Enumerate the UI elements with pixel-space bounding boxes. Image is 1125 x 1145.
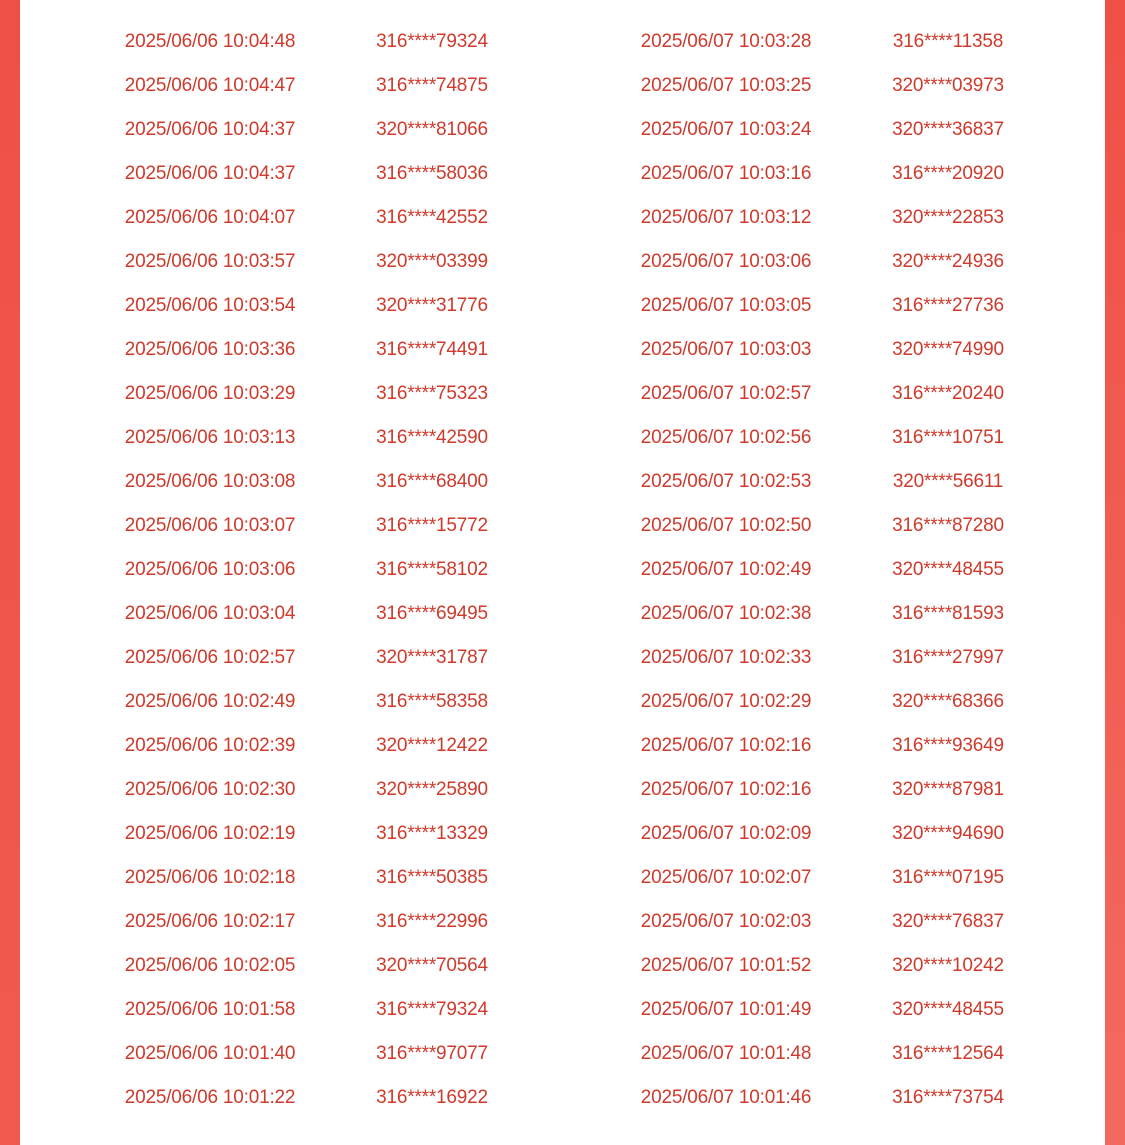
record-time-right: 2025/06/07 10:02:50: [640, 515, 812, 536]
record-id-right: 316****81593: [892, 603, 1004, 624]
record-time-left: 2025/06/06 10:01:40: [124, 1043, 296, 1064]
record-time-right: 2025/06/07 10:01:52: [640, 955, 812, 976]
record-id-left: 316****22996: [376, 911, 488, 932]
record-id-right: 316****87280: [892, 515, 1004, 536]
record-id-left: 316****68400: [376, 471, 488, 492]
record-id-left: 316****13329: [376, 823, 488, 844]
record-time-left: 2025/06/06 10:01:22: [124, 1087, 296, 1108]
record-id-left: 320****70564: [376, 955, 488, 976]
record-time-right: 2025/06/07 10:02:56: [640, 427, 812, 448]
record-row: [20, 1032, 1105, 1076]
record-time-left: 2025/06/06 10:04:48: [124, 31, 296, 52]
record-id-right: 316****07195: [892, 867, 1004, 888]
record-time-left: 2025/06/06 10:02:05: [124, 955, 296, 976]
record-time-left: 2025/06/06 10:04:47: [124, 75, 296, 96]
record-id-left: 320****31787: [376, 647, 488, 668]
record-time-right: 2025/06/07 10:02:53: [640, 471, 812, 492]
record-id-right: 320****48455: [892, 999, 1004, 1020]
record-id-right: 316****11358: [892, 31, 1004, 52]
records-panel: [20, 0, 1105, 1145]
left-frame-border: [0, 0, 20, 1145]
record-id-right: 316****27997: [892, 647, 1004, 668]
record-time-right: 2025/06/07 10:02:16: [640, 779, 812, 800]
record-time-left: 2025/06/06 10:03:36: [124, 339, 296, 360]
record-id-right: 320****76837: [892, 911, 1004, 932]
record-row: [20, 460, 1105, 504]
record-id-left: 316****79324: [376, 999, 488, 1020]
record-time-left: 2025/06/06 10:03:08: [124, 471, 296, 492]
record-row: [20, 636, 1105, 680]
record-id-right: 316****73754: [892, 1087, 1004, 1108]
record-row: [20, 768, 1105, 812]
record-time-right: 2025/06/07 10:03:05: [640, 295, 812, 316]
record-time-left: 2025/06/06 10:02:57: [124, 647, 296, 668]
record-id-right: 320****56611: [892, 471, 1004, 492]
record-row: [20, 944, 1105, 988]
record-row: [20, 680, 1105, 724]
record-time-left: 2025/06/06 10:02:39: [124, 735, 296, 756]
record-id-right: 316****27736: [892, 295, 1004, 316]
record-time-right: 2025/06/07 10:03:24: [640, 119, 812, 140]
record-id-left: 320****25890: [376, 779, 488, 800]
record-row: [20, 64, 1105, 108]
record-row: [20, 724, 1105, 768]
record-row: [20, 416, 1105, 460]
record-id-right: 320****22853: [892, 207, 1004, 228]
record-time-right: 2025/06/07 10:02:33: [640, 647, 812, 668]
record-time-right: 2025/06/07 10:02:38: [640, 603, 812, 624]
record-id-left: 316****16922: [376, 1087, 488, 1108]
record-row: [20, 548, 1105, 592]
record-id-left: 316****42590: [376, 427, 488, 448]
record-time-right: 2025/06/07 10:01:49: [640, 999, 812, 1020]
record-id-right: 320****68366: [892, 691, 1004, 712]
record-id-right: 316****20240: [892, 383, 1004, 404]
record-row: [20, 20, 1105, 64]
record-id-right: 320****74990: [892, 339, 1004, 360]
record-row: [20, 152, 1105, 196]
record-time-right: 2025/06/07 10:03:16: [640, 163, 812, 184]
record-time-right: 2025/06/07 10:03:12: [640, 207, 812, 228]
record-id-right: 320****24936: [892, 251, 1004, 272]
record-time-right: 2025/06/07 10:02:57: [640, 383, 812, 404]
record-time-left: 2025/06/06 10:02:18: [124, 867, 296, 888]
record-id-right: 320****94690: [892, 823, 1004, 844]
record-time-right: 2025/06/07 10:03:03: [640, 339, 812, 360]
record-time-left: 2025/06/06 10:02:17: [124, 911, 296, 932]
record-time-right: 2025/06/07 10:03:25: [640, 75, 812, 96]
record-time-left: 2025/06/06 10:02:30: [124, 779, 296, 800]
record-time-left: 2025/06/06 10:04:37: [124, 163, 296, 184]
record-id-left: 316****58102: [376, 559, 488, 580]
record-row: [20, 328, 1105, 372]
record-row: [20, 856, 1105, 900]
record-id-left: 316****42552: [376, 207, 488, 228]
record-id-left: 316****79324: [376, 31, 488, 52]
record-id-right: 316****12564: [892, 1043, 1004, 1064]
record-time-right: 2025/06/07 10:03:06: [640, 251, 812, 272]
right-frame-border: [1105, 0, 1125, 1145]
record-time-left: 2025/06/06 10:03:04: [124, 603, 296, 624]
record-id-right: 320****36837: [892, 119, 1004, 140]
record-row: [20, 196, 1105, 240]
record-id-left: 316****15772: [376, 515, 488, 536]
record-id-left: 316****58036: [376, 163, 488, 184]
record-id-left: 316****50385: [376, 867, 488, 888]
record-row: [20, 504, 1105, 548]
record-time-left: 2025/06/06 10:03:13: [124, 427, 296, 448]
record-id-right: 320****03973: [892, 75, 1004, 96]
record-time-left: 2025/06/06 10:01:58: [124, 999, 296, 1020]
record-time-left: 2025/06/06 10:04:37: [124, 119, 296, 140]
record-row: [20, 240, 1105, 284]
record-id-left: 316****74491: [376, 339, 488, 360]
record-row: [20, 592, 1105, 636]
record-id-right: 320****87981: [892, 779, 1004, 800]
record-id-right: 316****93649: [892, 735, 1004, 756]
record-time-right: 2025/06/07 10:03:28: [640, 31, 812, 52]
record-time-right: 2025/06/07 10:02:29: [640, 691, 812, 712]
record-id-left: 320****03399: [376, 251, 488, 272]
record-id-left: 320****31776: [376, 295, 488, 316]
record-id-left: 316****58358: [376, 691, 488, 712]
record-id-right: 316****20920: [892, 163, 1004, 184]
record-time-left: 2025/06/06 10:03:07: [124, 515, 296, 536]
record-time-left: 2025/06/06 10:02:49: [124, 691, 296, 712]
record-row: [20, 372, 1105, 416]
record-id-left: 316****97077: [376, 1043, 488, 1064]
record-time-right: 2025/06/07 10:02:07: [640, 867, 812, 888]
record-id-left: 320****81066: [376, 119, 488, 140]
record-time-right: 2025/06/07 10:02:09: [640, 823, 812, 844]
record-row: [20, 988, 1105, 1032]
record-id-left: 320****12422: [376, 735, 488, 756]
record-id-left: 316****69495: [376, 603, 488, 624]
record-time-right: 2025/06/07 10:02:16: [640, 735, 812, 756]
record-id-left: 316****75323: [376, 383, 488, 404]
record-time-right: 2025/06/07 10:01:46: [640, 1087, 812, 1108]
record-time-right: 2025/06/07 10:01:48: [640, 1043, 812, 1064]
record-time-left: 2025/06/06 10:04:07: [124, 207, 296, 228]
record-time-left: 2025/06/06 10:03:57: [124, 251, 296, 272]
record-time-left: 2025/06/06 10:03:29: [124, 383, 296, 404]
record-row: [20, 900, 1105, 944]
record-time-left: 2025/06/06 10:03:54: [124, 295, 296, 316]
record-row: [20, 108, 1105, 152]
record-time-right: 2025/06/07 10:02:03: [640, 911, 812, 932]
record-row: [20, 284, 1105, 328]
record-id-left: 316****74875: [376, 75, 488, 96]
record-time-left: 2025/06/06 10:03:06: [124, 559, 296, 580]
record-row: [20, 812, 1105, 856]
record-id-right: 316****10751: [892, 427, 1004, 448]
record-time-right: 2025/06/07 10:02:49: [640, 559, 812, 580]
record-id-right: 320****10242: [892, 955, 1004, 976]
record-id-right: 320****48455: [892, 559, 1004, 580]
record-row: [20, 1076, 1105, 1120]
record-time-left: 2025/06/06 10:02:19: [124, 823, 296, 844]
